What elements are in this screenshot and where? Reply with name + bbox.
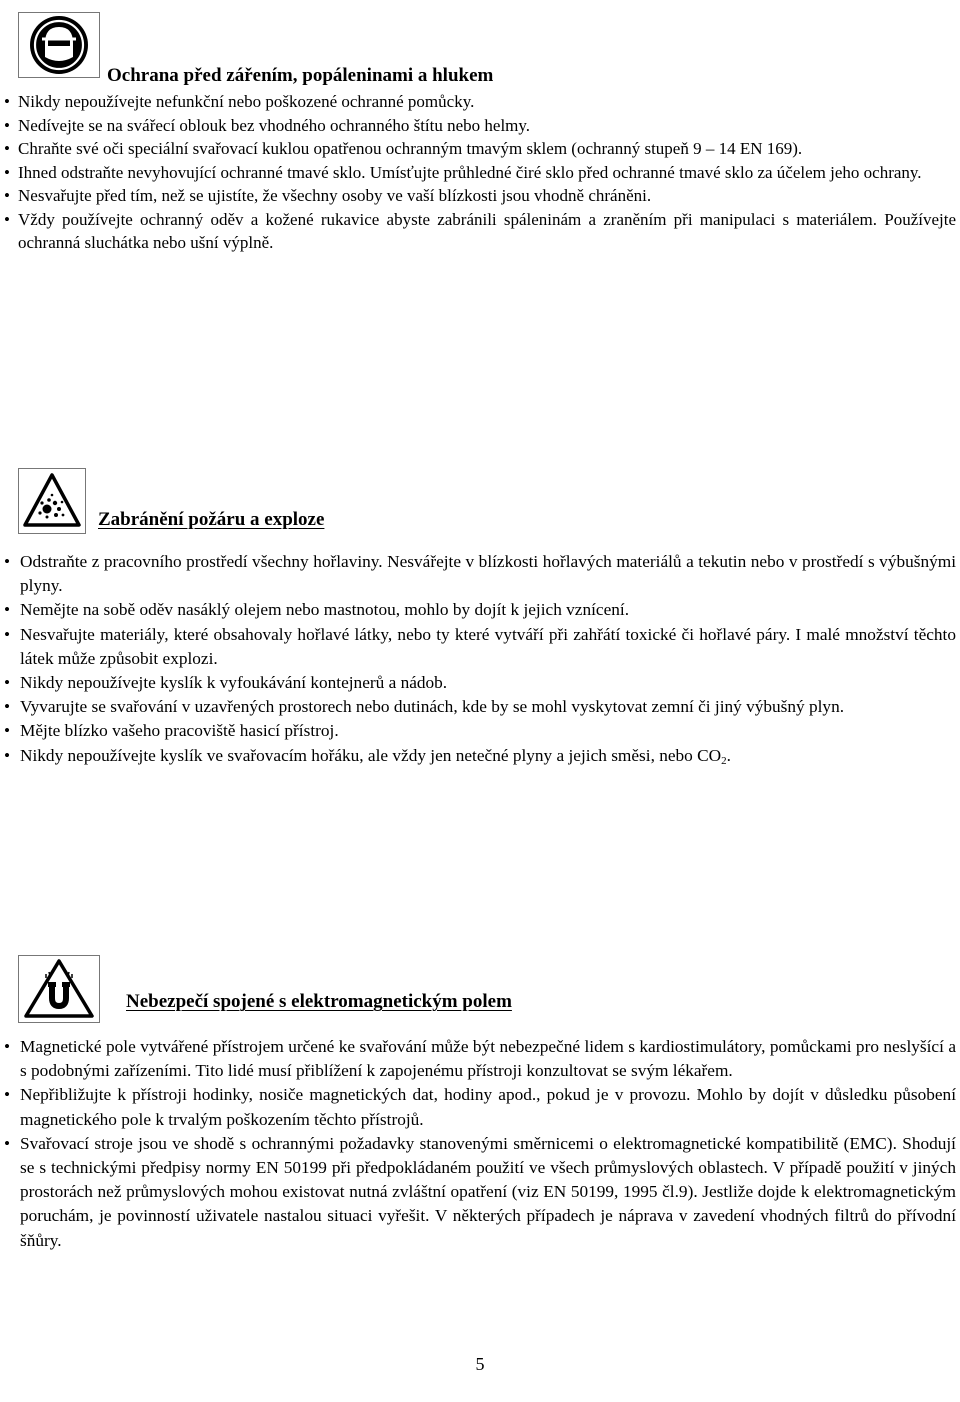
section-heading: Nebezpečí spojené s elektromagnetickým polem — [126, 991, 512, 1012]
list-item: • Vždy používejte ochranný oděv a kožené rukavice abyste zabránili spáleninám a zraněním při manipulaci s materiálem. Používejte ochranná sluchátka nebo ušní výplně. — [4, 209, 956, 252]
bullet-icon: • — [4, 92, 10, 111]
bullet-list — [4, 550, 956, 768]
bullet-icon: • — [4, 139, 10, 158]
bullet-icon: • — [4, 673, 11, 693]
list-item: • Nesvařujte materiály, které obsahovaly hořlavé látky, nebo ty které vytváří při zahřátí toxické či hořlavé páry. I malé množství těchto látek může způsobit explozi. — [4, 624, 956, 668]
list-item: • Nemějte na sobě oděv nasáklý olejem nebo mastnotou, mohlo by dojít k jejich vznícení. — [4, 598, 956, 622]
list-item: • Vyvarujte se svařování v uzavřených prostorech nebo dutinách, kde by se mohl vyskytovat zemní či jiný výbušný plyn. — [4, 695, 956, 719]
section-heading: Zabránění požáru a exploze — [98, 509, 325, 530]
bullet-list — [4, 1035, 956, 1253]
list-item: • Mějte blízko vašeho pracoviště hasicí přístroj. — [4, 719, 956, 743]
list-item: • Magnetické pole vytvářené přístrojem určené ke svařování může být nebezpečné lidem s kardiostimulátory, pomůckami pro neslyšící a s podobnými zařízeními. Tito lidé musí přiblížení k zapojenému přístroji konzultovat se svým lékařem. — [4, 1037, 956, 1081]
bullet-icon: • — [4, 1085, 11, 1105]
list-item: • Nedívejte se na svářecí oblouk bez vhodného ochranného štítu nebo helmy. — [4, 114, 956, 138]
bullet-list — [4, 90, 956, 255]
list-item: • Odstraňte z pracovního prostředí všechny hořlaviny. Nesvářejte v blízkosti hořlavých materiálů a tekutin nebo v prostředí s výbušnými plyny. — [4, 552, 956, 596]
list-item: • Svařovací stroje jsou ve shodě s ochrannými požadavky stanovenými směrnicemi o elektromagnetické kompatibilitě (EMC). Shodují se s technickými předpisy normy EN 50199 při předpokládaném použití ve všech průmyslových oblastech. V případě použití v jiných prostorách než průmyslových mohou existovat nutná zvláštní opatření (viz EN 50199, 1995 čl.9). Jestliže dojde k elektromagnetickým poruchám, je povinností uživatele nastalou situaci vyřešit. V některých případech je náprava v zavedení vhodných filtrů do přívodní šňůry. — [4, 1133, 956, 1250]
explosion-warning-icon — [19, 469, 85, 533]
bullet-icon: • — [4, 721, 11, 741]
page-number: 5 — [475, 1354, 485, 1374]
welding-helmet-icon-frame — [18, 12, 100, 78]
list-item: • Nikdy nepoužívejte kyslík k vyfoukávání kontejnerů a nádob. — [4, 671, 956, 695]
list-item: • Nikdy nepoužívejte kyslík ve svařovacím hořáku, ale vždy jen netečné plyny a jejich směsi, nebo $CO_2$. — [4, 745, 731, 767]
bullet-icon: • — [4, 1133, 11, 1153]
magnetic-field-warning-icon — [19, 956, 99, 1022]
section-heading: Ochrana před zářením, popáleninami a hlukem — [107, 65, 494, 86]
bullet-icon: • — [4, 162, 10, 182]
bullet-icon: • — [4, 1037, 11, 1056]
bullet-icon: • — [4, 624, 11, 644]
bullet-icon: • — [4, 209, 10, 229]
bullet-icon: • — [4, 745, 11, 765]
list-item: • Ihned odstraňte nevyhovující ochranné tmavé sklo. Umísťujte průhledné čiré sklo před ochranné tmavé sklo za účelem jeho ochrany. — [4, 161, 956, 185]
list-item: • Nepřibližujte k přístroji hodinky, nosiče magnetických dat, hodiny apod., pokud je v provozu. Mohlo by dojít v důsledku působení magnetického pole k trvalým poškozením těchto přístrojů. — [4, 1085, 956, 1129]
bullet-icon: • — [4, 552, 11, 571]
bullet-icon: • — [4, 186, 10, 205]
list-item: • Nesvařujte před tím, než se ujistíte, že všechny osoby ve vaší blízkosti jsou vhodně chráněni. — [4, 184, 956, 208]
list-item: • Chraňte své oči speciální svařovací kuklou opatřenou ochranným tmavým sklem (ochranný stupeň 9 – 14 EN 169). — [4, 137, 956, 161]
bullet-icon: • — [4, 600, 11, 620]
magnetic-field-warning-icon-frame — [18, 955, 100, 1023]
bullet-icon: • — [4, 697, 11, 717]
bullet-icon: • — [4, 115, 10, 135]
welding-helmet-icon — [19, 13, 99, 77]
explosion-warning-icon-frame — [18, 468, 86, 534]
list-item: • Nikdy nepoužívejte nefunkční nebo poškozené ochranné pomůcky. — [4, 90, 956, 114]
